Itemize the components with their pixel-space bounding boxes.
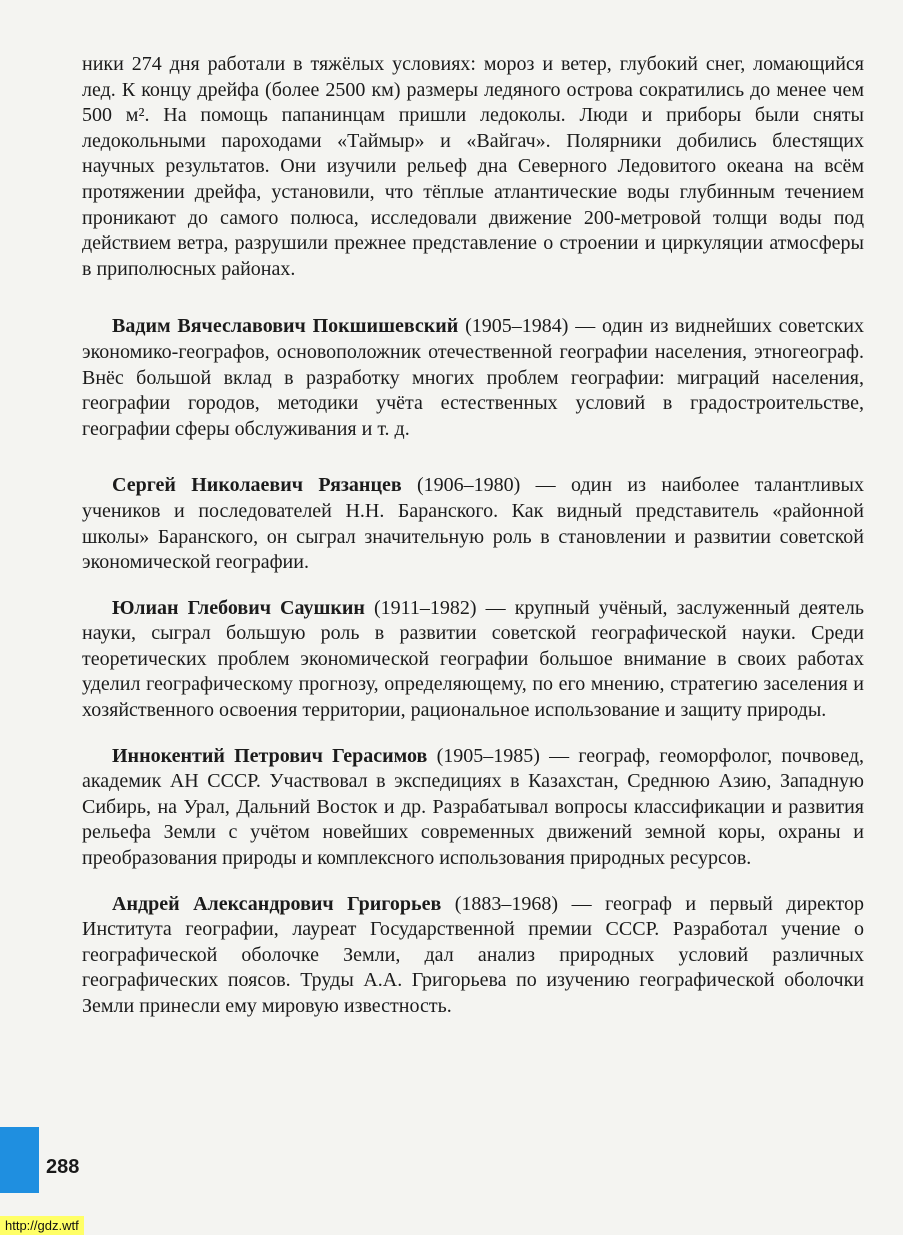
bio-saushkin xyxy=(82,596,864,724)
bio-text: (1883–1968) — географ и первый директор Института географии, лауреат Государственной премии СССР. Разработал учение о географической оболочке Земли, дал анализ природных условий различных географических поясов. Труды А.А. Григорьева по изучению географической оболочки Земли принесли ему мировую известность. xyxy=(82,892,864,1017)
bio-name: Сергей Николаевич Рязанцев xyxy=(112,474,402,497)
bio-ryazantsev xyxy=(82,473,864,575)
page-number: 288 xyxy=(46,1156,80,1178)
intro-paragraph: ники 274 дня работали в тяжёлых условиях: мороз и ветер, глубокий снег, ломающийся лед. К концу дрейфа (более 2500 км) размеры ледяного острова сократились до менее чем 500 м². На помощь папанинцам пришли ледоколы. Люди и приборы были сняты ледокольными пароходами «Таймыр» и «Вайгач». Полярники добились блестящих научных результатов. Они изучили рельеф дна Северного Ледовитого океана на всём протяжении дрейфа, установили, что тёплые атлантические воды глубинным течением проникают до самого полюса, исследовали движение 200-метровой толщи воды под действием ветра, разрушили прежнее представление о строении и циркуляции атмосферы в приполюсных районах. xyxy=(82,53,864,280)
watermark-link[interactable]: http://gdz.wtf xyxy=(0,1216,84,1235)
bio-text: (1906–1980) — один из наиболее талантливых учеников и последователей Н.Н. Баранского. Как видный представитель «районной школы» Баранского, он сыграл значительную роль в становлении и развитии советской экономической географии. xyxy=(82,474,864,574)
page-body xyxy=(82,52,864,1020)
bio-name: Иннокентий Петрович Герасимов xyxy=(112,744,428,767)
bio-name: Андрей Александрович Григорьев xyxy=(112,892,442,915)
bio-text: (1911–1982) — крупный учёный, заслуженный деятель науки, сыграл большую роль в развитии советской географической науки. Среди теоретических проблем экономической географии большое внимание в своих работах уделил географическому прогнозу, определяющему, по его мнению, стратегию заселения и хозяйственного освоения территории, рациональное использование и защиту природы. xyxy=(82,596,864,722)
page-number-bar xyxy=(0,1127,39,1193)
bio-name: Юлиан Глебович Саушкин xyxy=(112,596,365,619)
bio-grigoriev xyxy=(82,892,864,1020)
bio-gerasimov xyxy=(82,744,864,872)
bio-text: (1905–1984) — один из виднейших советских экономико-географов, основоположник отечественной географии населения, этногеограф. Внёс большой вклад в разработку многих проблем географии: миграций населения, географии городов, методики учёта естественных условий в градостроительстве, географии сферы обслуживания и т. д. xyxy=(82,315,864,440)
bio-pokshishevsky xyxy=(82,314,864,442)
bio-text: (1905–1985) — географ, геоморфолог, почвовед, академик АН СССР. Участвовал в экспедициях в Казахстан, Среднюю Азию, Западную Сибирь, на Урал, Дальний Восток и др. Разрабатывал вопросы классификации и развития рельефа Земли с учётом новейших современных движений земной коры, охраны и преобразования природы и комплексного использования природных ресурсов. xyxy=(82,744,864,870)
bio-name: Вадим Вячеславович Покшишевский xyxy=(112,315,459,338)
